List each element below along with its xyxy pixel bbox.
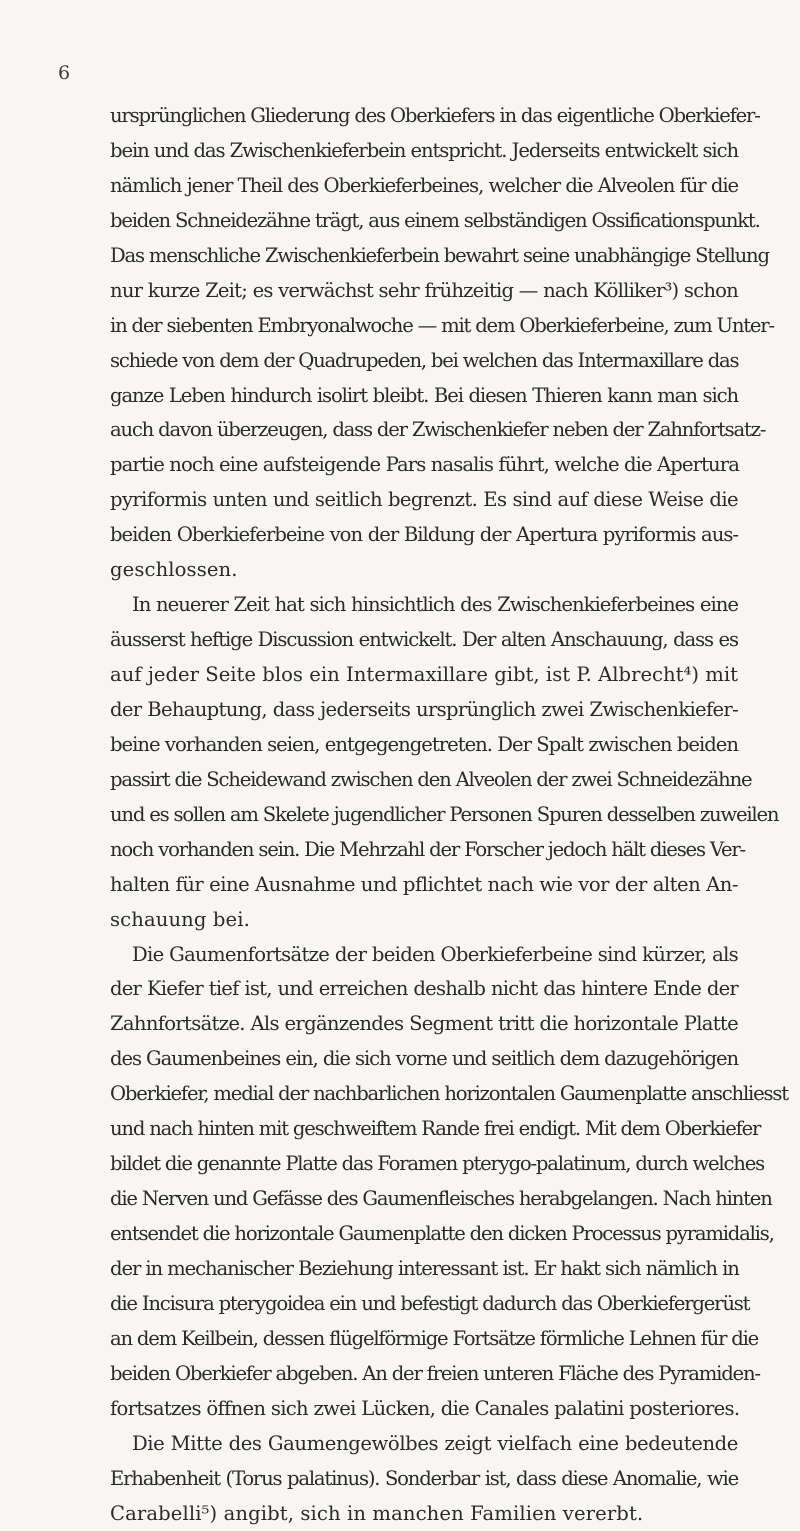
body-text: [110, 99, 738, 1531]
text-line: auf jeder Seite blos ein Intermaxillare gibt, ist P. Albrecht⁴) mit: [110, 658, 738, 693]
text-line: pyriformis unten und seitlich begrenzt. Es sind auf diese Weise die: [110, 483, 738, 518]
text-line: passirt die Scheidewand zwischen den Alveolen der zwei Schneidezähne: [110, 763, 738, 798]
paragraph-start-line: Die Gaumenfortsätze der beiden Oberkieferbeine sind kürzer, als: [110, 938, 738, 973]
text-line: beiden Oberkiefer abgeben. An der freien unteren Fläche des Pyramiden-: [110, 1357, 738, 1392]
text-line: und nach hinten mit geschweiftem Rande frei endigt. Mit dem Oberkiefer: [110, 1112, 738, 1147]
paragraph-start-line: In neuerer Zeit hat sich hinsichtlich des Zwischenkieferbeines eine: [110, 588, 738, 623]
text-line: Das menschliche Zwischenkieferbein bewahrt seine unabhängige Stellung: [110, 239, 738, 274]
text-line: geschlossen.: [110, 553, 738, 588]
text-line: und es sollen am Skelete jugendlicher Personen Spuren desselben zuweilen: [110, 798, 738, 833]
text-line: Oberkiefer, medial der nachbarlichen horizontalen Gaumenplatte anschliesst: [110, 1077, 738, 1112]
text-line: Erhabenheit (Torus palatinus). Sonderbar ist, dass diese Anomalie, wie: [110, 1462, 738, 1497]
text-line: in der siebenten Embryonalwoche — mit dem Oberkieferbeine, zum Unter-: [110, 309, 738, 344]
text-line: die Nerven und Gefässe des Gaumenfleisches herabgelangen. Nach hinten: [110, 1182, 738, 1217]
text-line: ursprünglichen Gliederung des Oberkiefers in das eigentliche Oberkiefer-: [110, 99, 738, 134]
text-line: halten für eine Ausnahme und pflichtet nach wie vor der alten An-: [110, 868, 738, 903]
text-line: äusserst heftige Discussion entwickelt. Der alten Anschauung, dass es: [110, 623, 738, 658]
text-line: beiden Oberkieferbeine von der Bildung der Apertura pyriformis aus-: [110, 518, 738, 553]
text-line: Carabelli⁵) angibt, sich in manchen Familien vererbt.: [110, 1497, 738, 1531]
paragraph-start-line: Die Mitte des Gaumengewölbes zeigt vielfach eine bedeutende: [110, 1427, 738, 1462]
text-line: entsendet die horizontale Gaumenplatte den dicken Processus pyramidalis,: [110, 1217, 738, 1252]
text-line: beiden Schneidezähne trägt, aus einem selbständigen Ossificationspunkt.: [110, 204, 738, 239]
text-line: nur kurze Zeit; es verwächst sehr frühzeitig — nach Kölliker³) schon: [110, 274, 738, 309]
text-line: schiede von dem der Quadrupeden, bei welchen das Intermaxillare das: [110, 344, 738, 379]
text-line: bildet die genannte Platte das Foramen pterygo-palatinum, durch welches: [110, 1147, 738, 1182]
page-number: 6: [58, 64, 70, 83]
text-line: an dem Keilbein, dessen flügelförmige Fortsätze förmliche Lehnen für die: [110, 1322, 738, 1357]
text-line: nämlich jener Theil des Oberkieferbeines, welcher die Alveolen für die: [110, 169, 738, 204]
text-line: schauung bei.: [110, 903, 738, 938]
text-line: noch vorhanden sein. Die Mehrzahl der Forscher jedoch hält dieses Ver-: [110, 833, 738, 868]
text-line: der Kiefer tief ist, und erreichen deshalb nicht das hintere Ende der: [110, 972, 738, 1007]
text-line: der in mechanischer Beziehung interessant ist. Er hakt sich nämlich in: [110, 1252, 738, 1287]
text-line: fortsatzes öffnen sich zwei Lücken, die Canales palatini posteriores.: [110, 1392, 738, 1427]
text-line: bein und das Zwischenkieferbein entspricht. Jederseits entwickelt sich: [110, 134, 738, 169]
text-line: der Behauptung, dass jederseits ursprünglich zwei Zwischenkiefer-: [110, 693, 738, 728]
text-line: auch davon überzeugen, dass der Zwischenkiefer neben der Zahnfortsatz-: [110, 413, 738, 448]
text-line: beine vorhanden seien, entgegengetreten. Der Spalt zwischen beiden: [110, 728, 738, 763]
text-line: die Incisura pterygoidea ein und befestigt dadurch das Oberkiefergerüst: [110, 1287, 738, 1322]
text-line: des Gaumenbeines ein, die sich vorne und seitlich dem dazugehörigen: [110, 1042, 738, 1077]
text-line: Zahnfortsätze. Als ergänzendes Segment tritt die horizontale Platte: [110, 1007, 738, 1042]
text-line: partie noch eine aufsteigende Pars nasalis führt, welche die Apertura: [110, 448, 738, 483]
text-line: ganze Leben hindurch isolirt bleibt. Bei diesen Thieren kann man sich: [110, 379, 738, 414]
